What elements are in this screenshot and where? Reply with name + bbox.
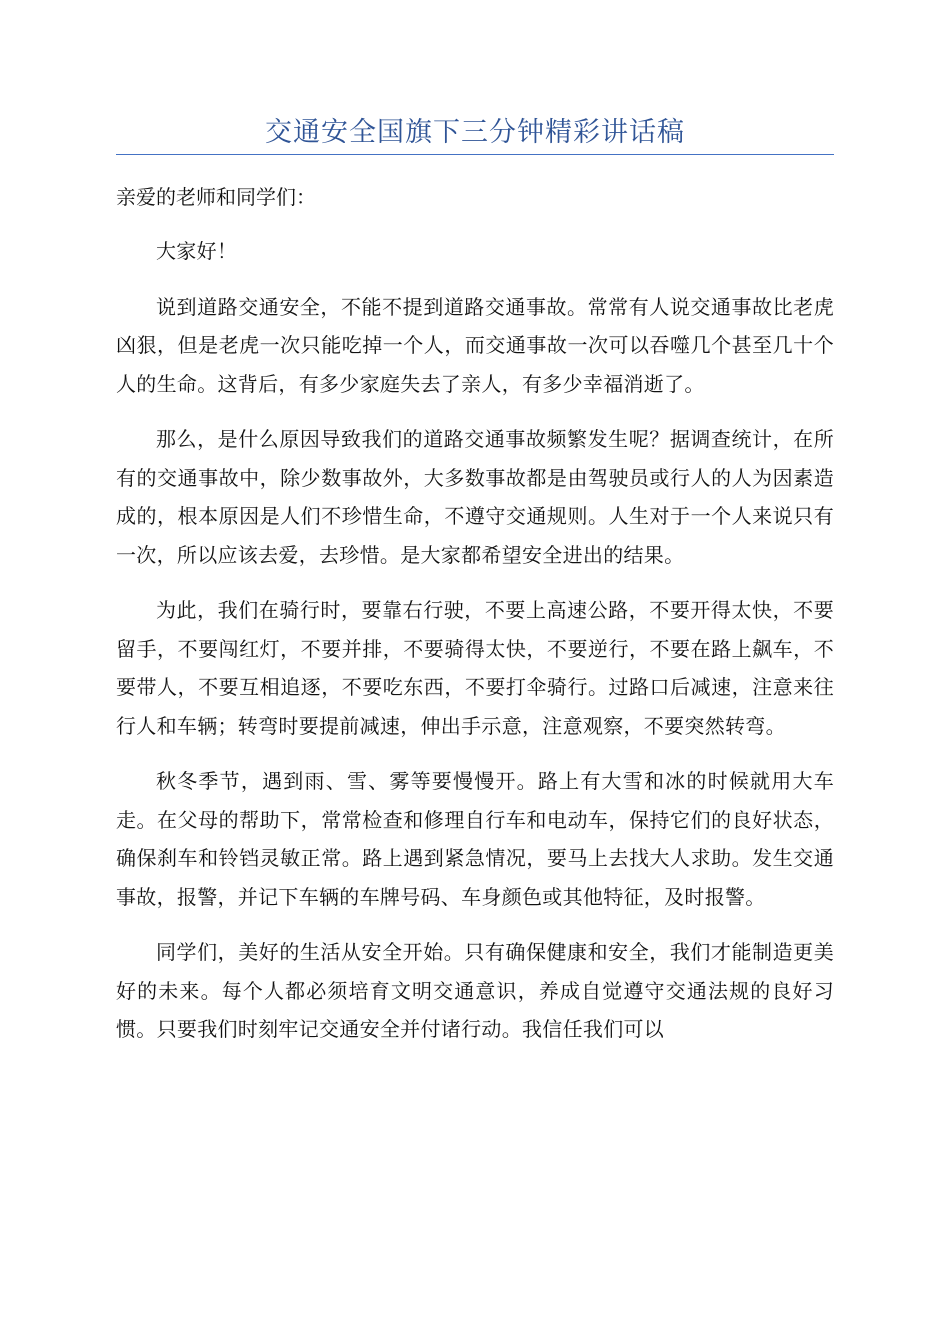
paragraph-2: 那么，是什么原因导致我们的道路交通事故频繁发生呢？据调查统计，在所有的交通事故中，除少数事故外，大多数事故都是由驾驶员或行人的人为因素造成的，根本原因是人们不珍惜生命，不遵守交通规则。人生对于一个人来说只有一次，所以应该去爱，去珍惜。是大家都希望安全进出的结果。 [116, 427, 834, 567]
title-underline [116, 154, 834, 155]
document-page [116, 0, 834, 1049]
paragraph-5: 同学们，美好的生活从安全开始。只有确保健康和安全，我们才能制造更美好的未来。每个人都必须培育文明交通意识，养成自觉遵守交通法规的良好习惯。只要我们时刻牢记交通安全并付诸行动。我信任我们可以 [116, 940, 834, 1041]
paragraph-3: 为此，我们在骑行时，要靠右行驶，不要上高速公路，不要开得太快，不要留手，不要闯红灯，不要并排，不要骑得太快，不要逆行，不要在路上飙车，不要带人，不要互相追逐，不要吃东西，不要打伞骑行。过路口后减速，注意来往行人和车辆；转弯时要提前减速，伸出手示意，注意观察，不要突然转弯。 [116, 598, 834, 738]
document-title: 交通安全国旗下三分钟精彩讲话稿 [265, 117, 685, 148]
salutation: 亲爱的老师和同学们： [116, 185, 316, 209]
paragraph-4: 秋冬季节，遇到雨、雪、雾等要慢慢开。路上有大雪和冰的时候就用大车走。在父母的帮助下，常常检查和修理自行车和电动车，保持它们的良好状态，确保刹车和铃铛灵敏正常。路上遇到紧急情况，要马上去找大人求助。发生交通事故，报警，并记下车辆的车牌号码、车身颜色或其他特征，及时报警。 [116, 769, 834, 909]
paragraph-greeting: 大家好！ [156, 239, 238, 263]
paragraph-1: 说到道路交通安全，不能不提到道路交通事故。常常有人说交通事故比老虎凶狠，但是老虎一次只能吃掉一个人，而交通事故一次可以吞噬几个甚至几十个人的生命。这背后，有多少家庭失去了亲人，有多少幸福消逝了。 [116, 294, 834, 396]
